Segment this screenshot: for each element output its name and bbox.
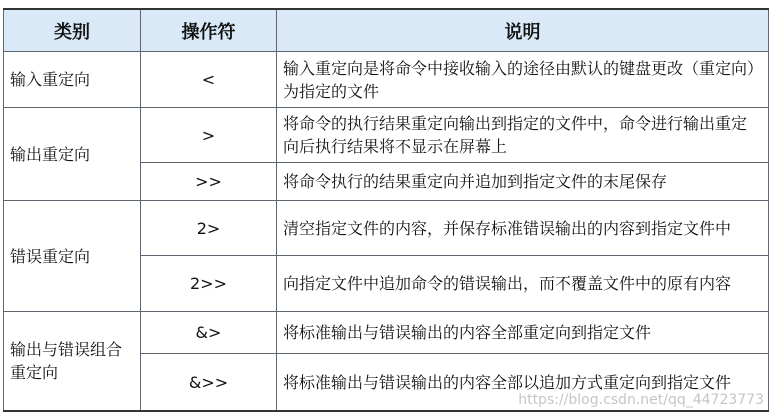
table-row (4, 312, 769, 354)
category-cell: 错误重定向 (4, 201, 141, 312)
operator-cell: >> (141, 163, 277, 201)
category-cell: 输出与错误组合重定向 (4, 312, 141, 412)
operator-cell: 2> (141, 201, 277, 256)
header-row (4, 9, 769, 52)
description-cell: 将标准输出与错误输出的内容全部以追加方式重定向到指定文件 (277, 354, 769, 412)
description-cell: 清空指定文件的内容，并保存标准错误输出的内容到指定文件中 (277, 201, 769, 256)
operator-cell: 2>> (141, 256, 277, 312)
header-description: 说明 (277, 9, 769, 52)
table-row (4, 201, 769, 256)
operator-cell: < (141, 52, 277, 108)
table-row (4, 52, 769, 108)
operator-cell: > (141, 108, 277, 163)
description-cell: 输入重定向是将命令中接收输入的途径由默认的键盘更改（重定向）为指定的文件 (277, 52, 769, 108)
table-row (4, 108, 769, 163)
category-cell: 输出重定向 (4, 108, 141, 201)
header-category: 类别 (4, 9, 141, 52)
category-cell: 输入重定向 (4, 52, 141, 108)
header-operator: 操作符 (141, 9, 277, 52)
watermark: https://blog.csdn.net/qq_44723773 (518, 392, 764, 408)
description-cell: 将标准输出与错误输出的内容全部重定向到指定文件 (277, 312, 769, 354)
description-cell: 将命令执行的结果重定向并追加到指定文件的末尾保存 (277, 163, 769, 201)
operator-cell: &> (141, 312, 277, 354)
description-cell: 向指定文件中追加命令的错误输出，而不覆盖文件中的原有内容 (277, 256, 769, 312)
description-cell: 将命令的执行结果重定向输出到指定的文件中，命令进行输出重定向后执行结果将不显示在屏幕上 (277, 108, 769, 163)
operator-cell: &>> (141, 354, 277, 412)
redirection-table (3, 8, 769, 412)
